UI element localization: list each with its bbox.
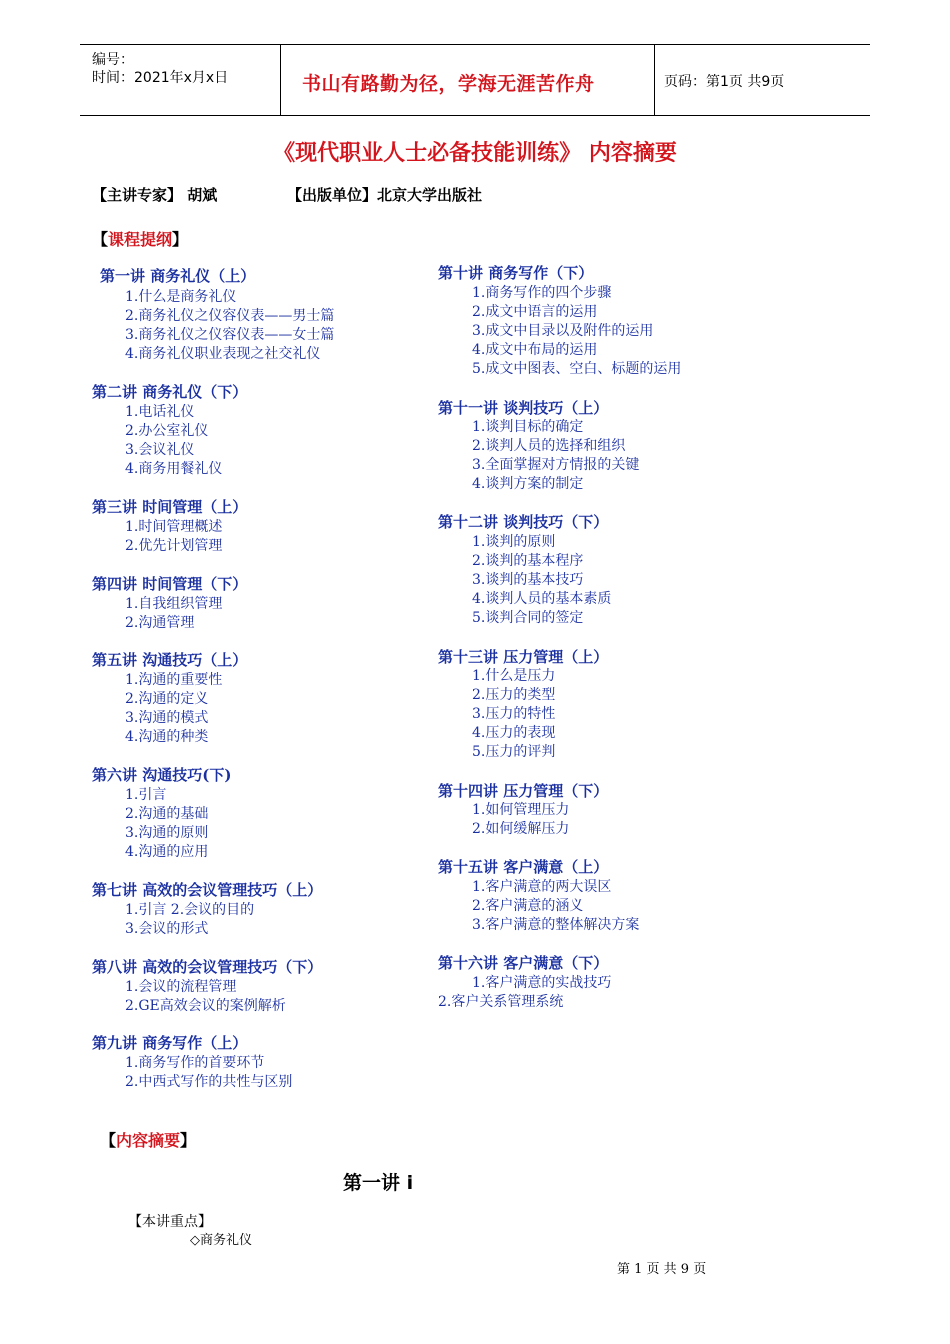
list-item: 5.谈判合同的签定	[472, 610, 584, 626]
list-item: 3.客户满意的整体解决方案	[472, 917, 640, 933]
header-divider	[280, 45, 281, 115]
serial-label: 编号：	[92, 52, 134, 68]
lecture-title: 第十二讲 谈判技巧（下）	[438, 513, 609, 531]
list-item: 2.谈判人员的选择和组织	[472, 438, 626, 454]
outline-heading: 【课程提纲】	[92, 230, 189, 249]
lecture-title: 第四讲 时间管理（下）	[92, 575, 248, 593]
list-item: 5.成文中图表、空白、标题的运用	[472, 361, 682, 377]
list-item: 4.商务礼仪职业表现之社交礼仪	[125, 346, 321, 362]
list-item: 3.沟通的模式	[125, 710, 209, 726]
lecture-title: 第十三讲 压力管理（上）	[438, 648, 609, 666]
list-item: 1.引言	[125, 787, 167, 803]
list-item: 1.引言 2.会议的目的	[125, 902, 255, 918]
list-item: 3.压力的特性	[472, 706, 556, 722]
list-item: 4.成文中布局的运用	[472, 342, 598, 358]
list-item: 3.会议的形式	[125, 921, 209, 937]
lecture-title: 第十五讲 客户满意（上）	[438, 858, 609, 876]
list-item: 1.时间管理概述	[125, 519, 223, 535]
list-item: 2.客户满意的涵义	[472, 898, 584, 914]
key-point-item: ◇商务礼仪	[190, 1233, 252, 1248]
list-item: 4.沟通的应用	[125, 844, 209, 860]
list-item: 2.沟通的定义	[125, 691, 209, 707]
page-label: 页码：第1页 共9页	[664, 74, 785, 90]
list-item: 1.自我组织管理	[125, 596, 223, 612]
lecture-title: 第八讲 高效的会议管理技巧（下）	[92, 958, 323, 976]
list-item: 3.沟通的原则	[125, 825, 209, 841]
list-item: 1.会议的流程管理	[125, 979, 237, 995]
list-item: 2.压力的类型	[472, 687, 556, 703]
list-item: 2.成文中语言的运用	[472, 304, 598, 320]
lecture-title: 第六讲 沟通技巧(下)	[92, 766, 232, 784]
time-label: 时间：2021年x月x日	[92, 70, 229, 86]
list-item: 4.压力的表现	[472, 725, 556, 741]
list-item: 1.客户满意的两大误区	[472, 879, 612, 895]
header-divider	[654, 45, 655, 115]
list-item: 2.中西式写作的共性与区别	[125, 1074, 293, 1090]
list-item: 3.会议礼仪	[125, 442, 195, 458]
list-item: 4.谈判方案的制定	[472, 476, 584, 492]
list-item: 2.客户关系管理系统	[438, 994, 564, 1010]
list-item: 1.什么是压力	[472, 668, 556, 684]
list-item: 2.如何缓解压力	[472, 821, 570, 837]
list-item: 1.商务写作的四个步骤	[472, 285, 612, 301]
list-item: 5.压力的评判	[472, 744, 556, 760]
speaker: 【主讲专家】 胡斌	[92, 186, 218, 204]
list-item: 4.谈判人员的基本素质	[472, 591, 612, 607]
lecture-title: 第一讲 商务礼仪（上）	[100, 267, 256, 285]
list-item: 2.优先计划管理	[125, 538, 223, 554]
key-points-heading: 【本讲重点】	[128, 1214, 212, 1230]
list-item: 1.商务写作的首要环节	[125, 1055, 265, 1071]
header-table	[80, 44, 870, 116]
list-item: 1.什么是商务礼仪	[125, 289, 237, 305]
list-item: 1.沟通的重要性	[125, 672, 223, 688]
list-item: 1.谈判目标的确定	[472, 419, 584, 435]
lecture-title: 第十六讲 客户满意（下）	[438, 954, 609, 972]
list-item: 3.全面掌握对方情报的关键	[472, 457, 640, 473]
list-item: 2.商务礼仪之仪容仪表——男士篇	[125, 308, 335, 324]
list-item: 3.商务礼仪之仪容仪表——女士篇	[125, 327, 335, 343]
list-item: 1.客户满意的实战技巧	[472, 975, 612, 991]
lecture-title: 第五讲 沟通技巧（上）	[92, 651, 248, 669]
publisher: 【出版单位】北京大学出版社	[287, 186, 483, 204]
lecture-1-heading: 第一讲 i	[343, 1172, 414, 1194]
list-item: 1.如何管理压力	[472, 802, 570, 818]
list-item: 2.沟通的基础	[125, 806, 209, 822]
summary-heading: 【内容摘要】	[100, 1131, 197, 1150]
list-item: 4.沟通的种类	[125, 729, 209, 745]
document-title: 《现代职业人士必备技能训练》 内容摘要	[273, 140, 677, 166]
lecture-title: 第十四讲 压力管理（下）	[438, 782, 609, 800]
list-item: 3.谈判的基本技巧	[472, 572, 584, 588]
lecture-title: 第三讲 时间管理（上）	[92, 498, 248, 516]
list-item: 2.谈判的基本程序	[472, 553, 584, 569]
list-item: 2.沟通管理	[125, 615, 195, 631]
lecture-title: 第二讲 商务礼仪（下）	[92, 383, 248, 401]
list-item: 1.电话礼仪	[125, 404, 195, 420]
list-item: 2.GE高效会议的案例解析	[125, 998, 286, 1014]
list-item: 1.谈判的原则	[472, 534, 556, 550]
page-footer: 第 1 页 共 9 页	[617, 1262, 707, 1277]
lecture-title: 第十一讲 谈判技巧（上）	[438, 399, 609, 417]
lecture-title: 第七讲 高效的会议管理技巧（上）	[92, 881, 323, 899]
list-item: 4.商务用餐礼仪	[125, 461, 223, 477]
motto: 书山有路勤为径，学海无涯苦作舟	[302, 73, 595, 95]
list-item: 2.办公室礼仪	[125, 423, 209, 439]
list-item: 3.成文中目录以及附件的运用	[472, 323, 654, 339]
lecture-title: 第十讲 商务写作（下）	[438, 264, 594, 282]
lecture-title: 第九讲 商务写作（上）	[92, 1034, 248, 1052]
